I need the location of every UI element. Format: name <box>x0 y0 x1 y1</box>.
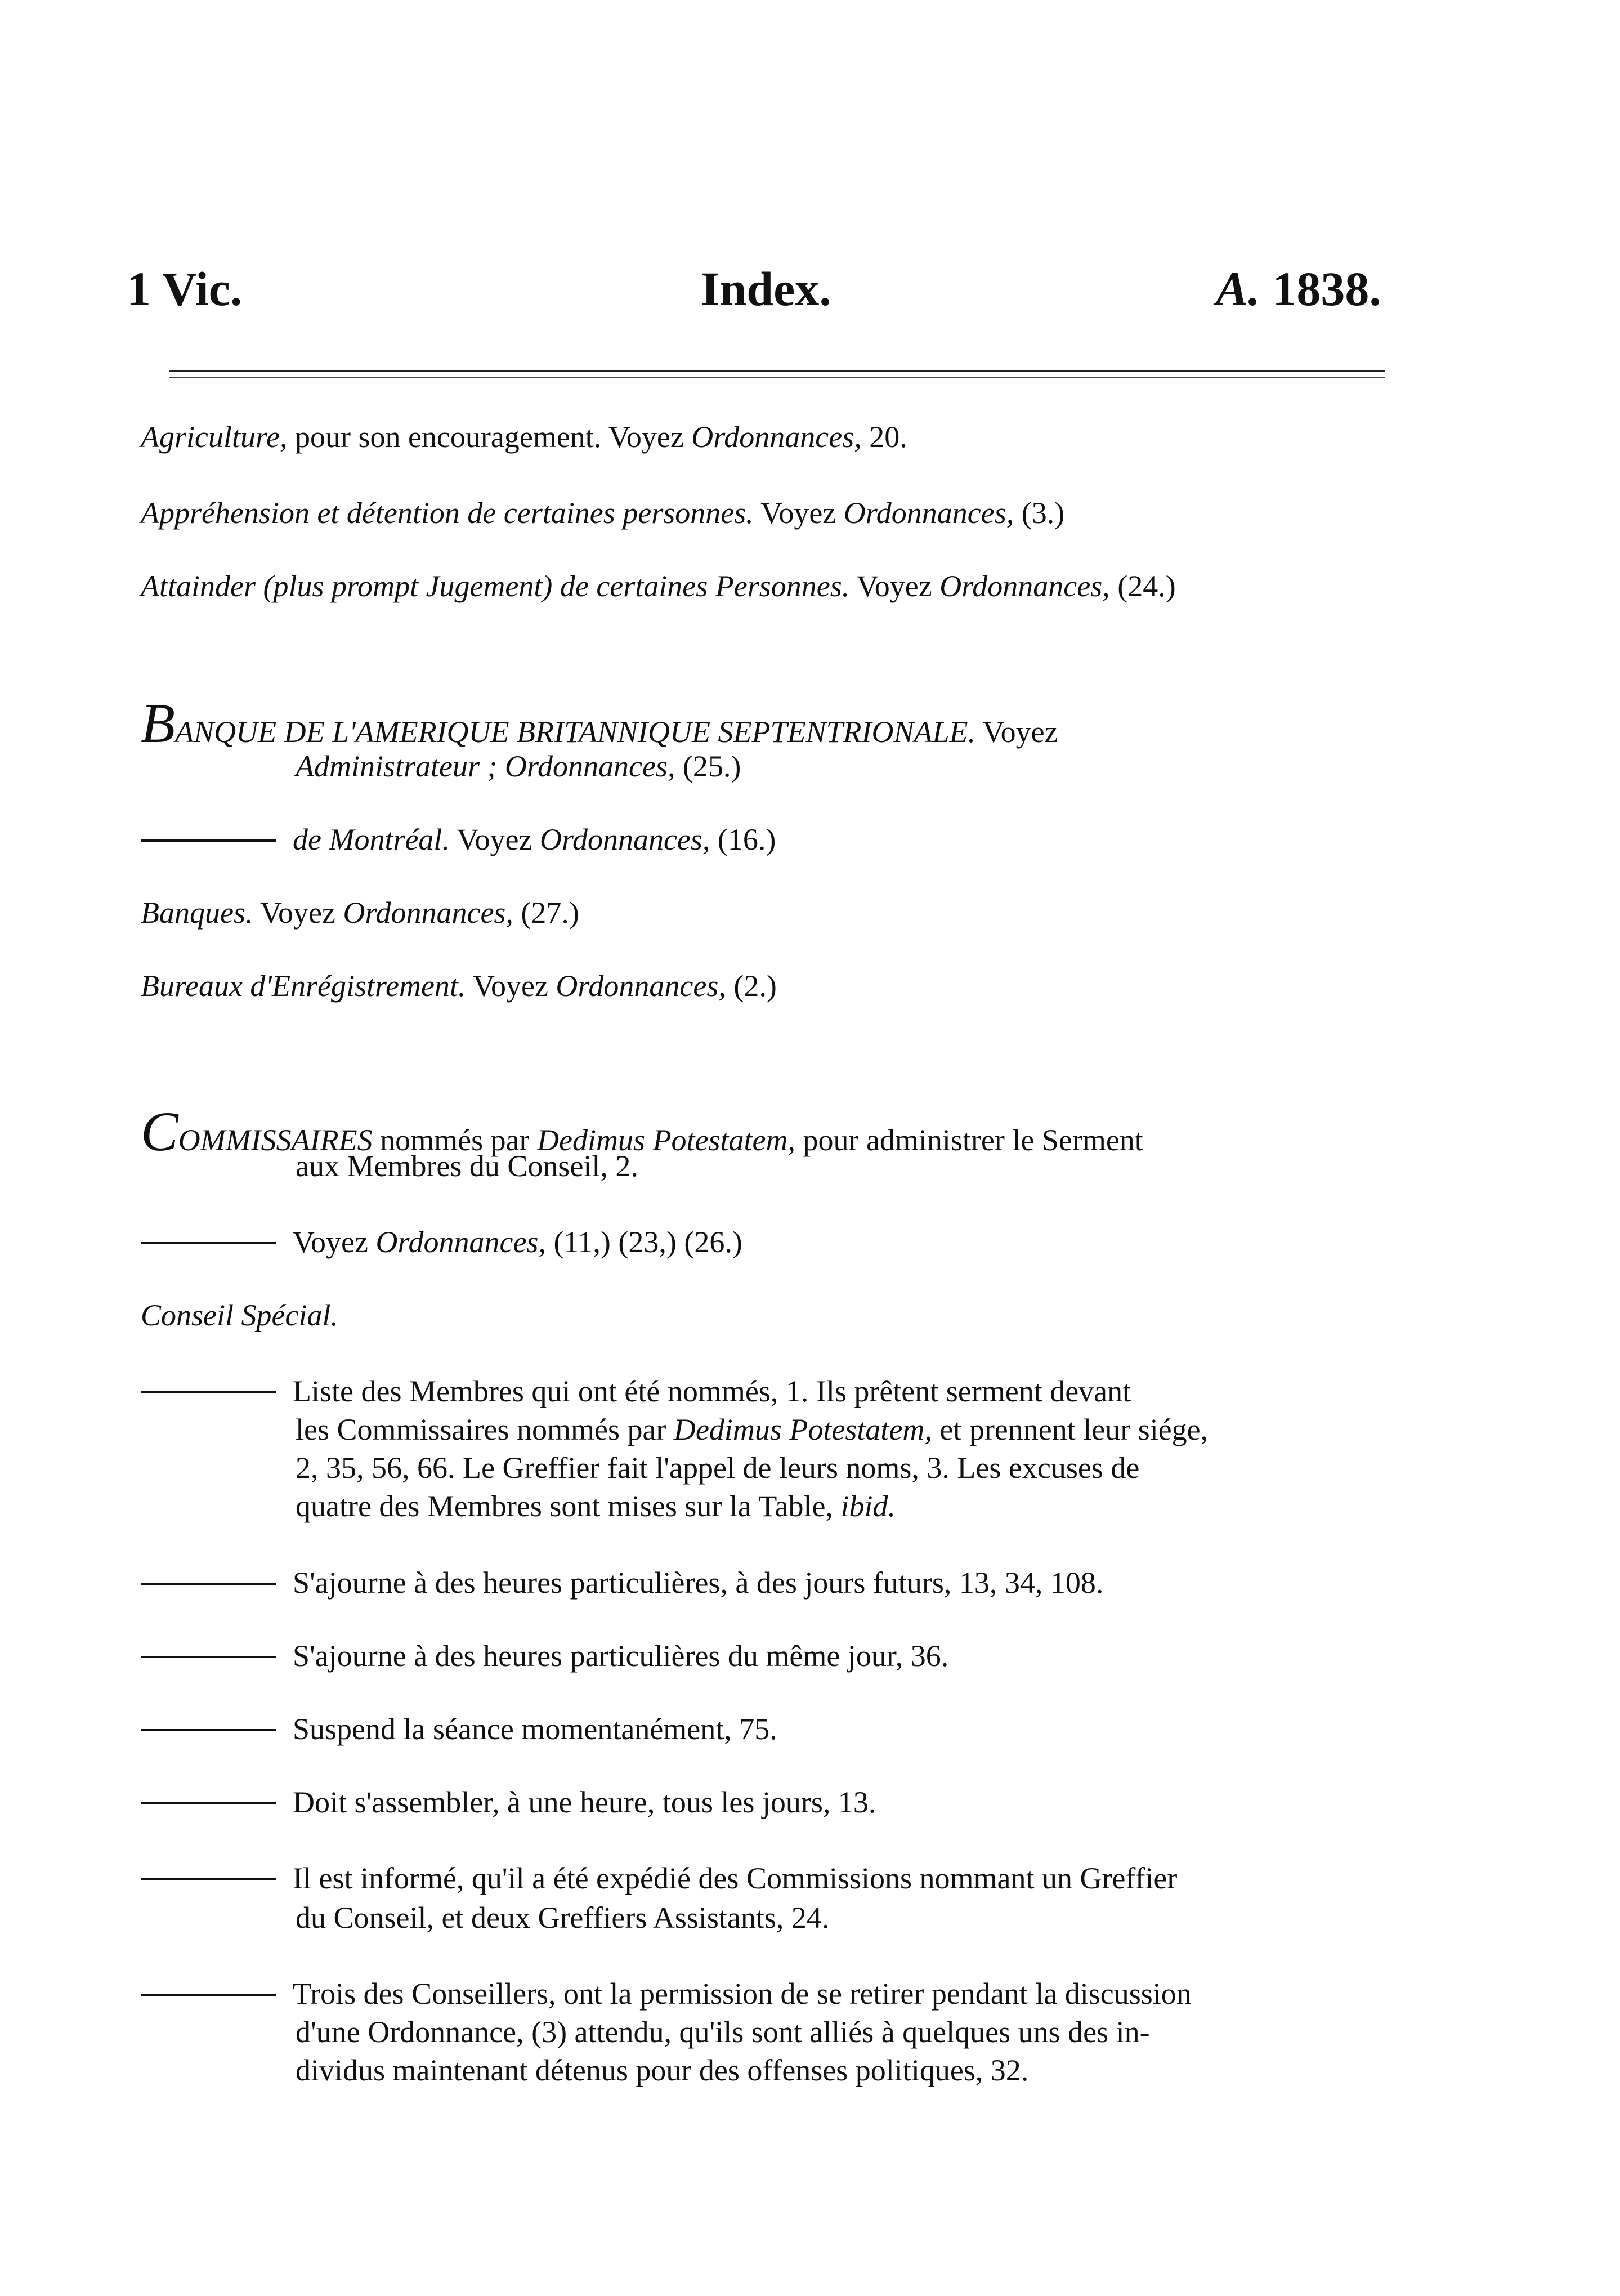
entry-term: Appréhension et détention de certaines personnes. <box>141 496 754 530</box>
entry-apprehension <box>141 495 1503 530</box>
entry-text: Voyez <box>449 823 540 856</box>
entry-term: ANQUE DE L'AMERIQUE BRITANNIQUE SEPTENTRIONALE. <box>175 715 976 749</box>
entry-bureaux <box>141 968 1503 1003</box>
entry-liste-line3 <box>296 1450 1620 1485</box>
entry-agriculture <box>141 419 1503 454</box>
entry-text: du Conseil, et deux Greffiers Assistants, 24. <box>296 1901 830 1935</box>
ditto-dash <box>141 1656 276 1658</box>
entry-ajourne-futurs <box>141 1565 1503 1600</box>
entry-term: de Montréal. <box>293 823 450 856</box>
entry-commissaires-cont <box>296 1149 1620 1183</box>
entry-ref: Ordonnances, <box>539 823 710 856</box>
header-year-number: 1838. <box>1272 262 1381 316</box>
entry-num: (3.) <box>1014 496 1065 530</box>
entry-ref: Ordonnances, <box>691 420 862 454</box>
entry-term: OMMISSAIRES <box>178 1123 373 1157</box>
entry-text: Voyez <box>753 496 844 530</box>
header-anno: A. <box>1216 262 1260 316</box>
entry-ref: Ordonnances, <box>939 569 1110 603</box>
entry-ref: Ordonnances, <box>843 496 1014 530</box>
entry-informe-line2 <box>296 1900 1620 1935</box>
entry-text: aux Membres du Conseil, 2. <box>296 1149 638 1183</box>
entry-ref: ibid. <box>840 1489 896 1523</box>
entry-commissaires-voyez <box>141 1225 1503 1259</box>
ditto-dash <box>141 1729 276 1731</box>
drop-initial-b: B <box>141 692 176 754</box>
entry-liste-line2 <box>296 1412 1620 1447</box>
entry-ref: Dedimus Potestatem, <box>537 1123 795 1157</box>
entry-ref: Ordonnances, <box>556 969 726 1003</box>
entry-text-rest: et prennent leur siége, <box>932 1413 1209 1446</box>
entry-text: Voyez <box>466 969 556 1003</box>
entry-term: Conseil Spécial. <box>141 1298 338 1332</box>
entry-text: quatre des Membres sont mises sur la Table, <box>296 1489 841 1523</box>
entry-attainder <box>141 569 1503 604</box>
header-rule-thin <box>169 377 1385 378</box>
entry-conseil-special <box>141 1298 1503 1333</box>
entry-num: (11,) (23,) (26.) <box>545 1225 742 1259</box>
entry-trois-conseillers <box>141 1976 1503 2011</box>
ditto-dash <box>141 1994 276 1996</box>
ditto-dash <box>141 1878 276 1880</box>
entry-trois-line3 <box>296 2053 1620 2088</box>
entry-num: (25.) <box>675 749 741 783</box>
entry-text: Voyez <box>293 1225 376 1259</box>
entry-text: d'une Ordonnance, (3) attendu, qu'ils sont alliés à quelques uns des in- <box>296 2015 1150 2049</box>
entry-text: Suspend la séance momentanément, 75. <box>293 1712 777 1746</box>
entry-text: 2, 35, 56, 66. Le Greffier fait l'appel de leurs noms, 3. Les excuses de <box>296 1451 1140 1485</box>
entry-text: S'ajourne à des heures particulières du même jour, 36. <box>293 1639 949 1673</box>
header-year <box>1216 262 1381 316</box>
entry-text: Voyez <box>849 569 940 603</box>
ditto-dash <box>141 839 276 842</box>
entry-informe <box>141 1861 1503 1896</box>
entry-banque-cont <box>296 749 1620 784</box>
entry-term: Banques. <box>141 896 253 930</box>
entry-banques <box>141 895 1503 930</box>
entry-text: Doit s'assembler, à une heure, tous les jours, 13. <box>293 1785 876 1819</box>
ditto-dash <box>141 1583 276 1585</box>
entry-num: (27.) <box>513 896 579 930</box>
entry-text: dividus maintenant détenus pour des offenses politiques, 32. <box>296 2053 1029 2087</box>
entry-term: Agriculture, <box>141 420 288 454</box>
header-title: Index. <box>701 262 831 316</box>
ditto-dash <box>141 1802 276 1804</box>
entry-text: Trois des Conseillers, ont la permission de se retirer pendant la discussion <box>293 1977 1192 2011</box>
entry-text-rest: pour administrer le Serment <box>795 1123 1143 1157</box>
drop-initial-c: C <box>141 1100 178 1163</box>
entry-num: (24.) <box>1109 569 1176 603</box>
entry-ajourne-meme-jour <box>141 1638 1503 1673</box>
entry-ref: Ordonnances, <box>375 1225 546 1259</box>
entry-term: Attainder (plus prompt Jugement) de certaines Personnes. <box>141 569 850 603</box>
entry-ref: Dedimus Potestatem, <box>673 1413 932 1446</box>
entry-banque <box>141 692 1503 754</box>
entry-term: Bureaux d'Enrégistrement. <box>141 969 466 1003</box>
entry-num: (2.) <box>726 969 777 1003</box>
entry-text: S'ajourne à des heures particulières, à des jours futurs, 13, 34, 108. <box>293 1566 1104 1600</box>
ditto-dash <box>141 1391 276 1393</box>
header-rule <box>169 370 1385 372</box>
entry-liste-membres <box>141 1374 1503 1409</box>
entry-trois-line2 <box>296 2014 1620 2049</box>
header-regnal-year: 1 Vic. <box>127 262 243 316</box>
entry-suspend <box>141 1712 1503 1746</box>
entry-text: Liste des Membres qui ont été nommés, 1. Ils prêtent serment devant <box>293 1374 1131 1408</box>
entry-text: nommés par <box>372 1123 538 1157</box>
entry-text: Il est informé, qu'il a été expédié des Commissions nommant un Greffier <box>293 1861 1178 1895</box>
entry-assembler <box>141 1785 1503 1820</box>
entry-text: les Commissaires nommés par <box>296 1413 674 1446</box>
entry-num: 20. <box>861 420 907 454</box>
entry-liste-line4 <box>296 1489 1620 1524</box>
entry-ref: Ordonnances, <box>343 896 513 930</box>
entry-text: Voyez <box>253 896 343 930</box>
entry-text: Voyez <box>975 715 1058 749</box>
entry-term: Administrateur ; Ordonnances, <box>296 749 675 783</box>
ditto-dash <box>141 1242 276 1244</box>
entry-text: pour son encouragement. Voyez <box>287 420 692 454</box>
entry-num: (16.) <box>710 823 776 856</box>
entry-banque-montreal <box>141 822 1503 857</box>
